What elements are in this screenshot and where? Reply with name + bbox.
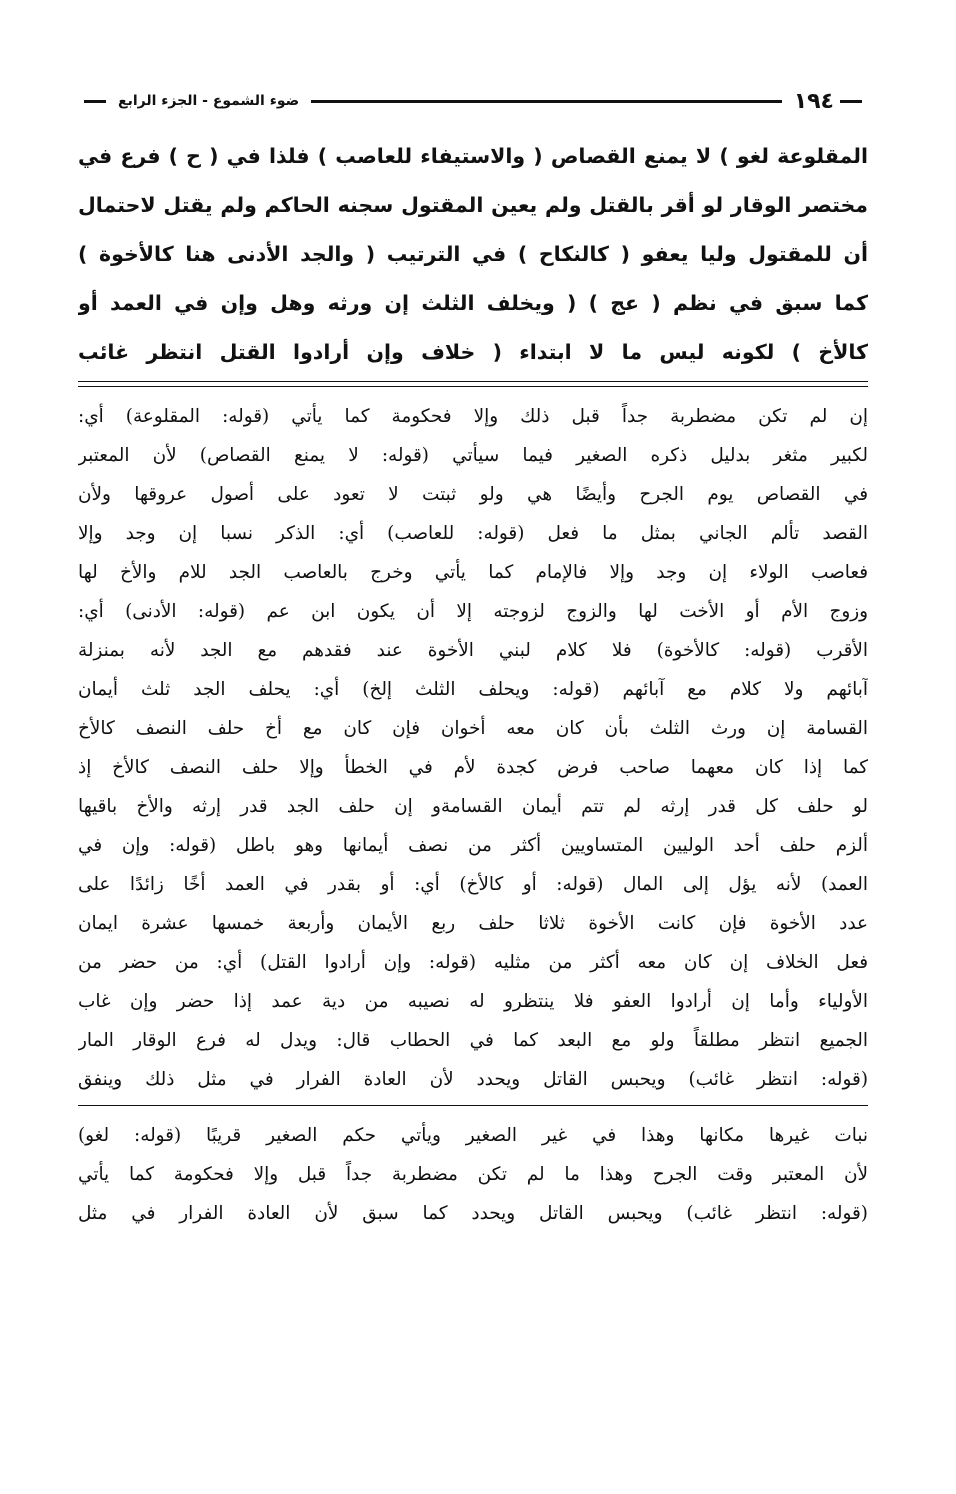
commentary-line: لكبير مثغر بدليل ذكره الصغير فيما سيأتي (قوله: لا يمنع القصاص) لأن المعتبر <box>78 445 868 466</box>
main-line: كالأخ ) لكونه ليس ما لا ابتداء ( خلاف وإن أرادوا القتل انتظر غائب <box>78 340 868 364</box>
footnote-text <box>78 1116 868 1233</box>
commentary-line: عدد الأخوة فإن كانت الأخوة ثلاثا حلف ربع الأيمان وأربعة خمسها عشرة ايمان <box>78 913 868 934</box>
commentary-line: الأقرب (قوله: كالأخوة) فلا كلام لبني الأخوة عند فقدهم مع الجد لأنه بمنزلة <box>78 640 868 661</box>
commentary-line: فعل الخلاف إن كان معه أكثر من مثليه (قوله: وإن أرادوا القتل) أي: من حضر من <box>78 952 868 973</box>
main-line: كما سبق في نظم ( عج ) ( ويخلف الثلث إن ورثه وهل وإن في العمد أو <box>78 291 868 315</box>
commentary-text <box>78 397 868 1099</box>
commentary-line: لو حلف كل قدر إرثه لم تتم أيمان القسامةو إن حلف الجد قدر إرثه والأخ باقيها <box>78 796 868 817</box>
page-number: ١٩٤ <box>793 88 834 114</box>
running-title: ضوء الشموع - الجزء الرابع <box>118 93 300 109</box>
main-text <box>78 132 868 377</box>
footnote-line: نبات غيرها مكانها وهذا في غير الصغير ويأتي حكم الصغير قريبًا (قوله: لغو) <box>78 1125 868 1146</box>
commentary-line: ألزم حلف أحد الوليين المتساويين أكثر من نصف أيمانها وهو باطل (قوله: وإن في <box>78 835 868 856</box>
commentary-line: (قوله: انتظر غائب) ويحبس القاتل ويحدد لأن العادة الفرار في مثل ذلك وينفق <box>78 1069 868 1090</box>
header-dash <box>840 100 862 103</box>
main-line: مختصر الوقار لو أقر بالقتل ولم يعين المقتول سجنه الحاكم ولم يقتل لاحتمال <box>78 193 868 217</box>
footnote-line: لأن المعتبر وقت الجرح وهذا ما لم تكن مضطربة جداً قبل وإلا فحكومة كما يأتي <box>78 1164 868 1185</box>
footnote-separator <box>78 1105 868 1106</box>
main-line: أن للمقتول وليا يعفو ( كالنكاح ) في الترتيب ( والجد الأدنى هنا كالأخوة ) <box>78 242 868 266</box>
commentary-line: في القصاص يوم الجرح وأيضًا هي ولو ثبتت لا تعود على أصول عروقها ولأن <box>78 484 868 505</box>
footnote-line: (قوله: انتظر غائب) ويحبس القاتل ويحدد كما سبق لأن العادة الفرار في مثل <box>78 1203 868 1224</box>
commentary-line: آبائهم ولا كلام مع آبائهم (قوله: ويحلف الثلث إلخ) أي: يحلف الجد ثلث أيمان <box>78 679 868 700</box>
commentary-line: فعاصب الولاء إن وجد وإلا فالإمام كما يأتي وخرج بالعاصب الجد للام والأخ لها <box>78 562 868 583</box>
commentary-line: الجميع انتظر مطلقاً ولو مع البعد كما في الحطاب قال: ويدل له فرع الوقار المار <box>78 1030 868 1051</box>
commentary-line: العمد) لأنه يؤل إلى المال (قوله: أو كالأخ) أي: أو بقدر في العمد أخًا زائدًا على <box>78 874 868 895</box>
double-separator <box>78 381 868 387</box>
header-rule <box>311 100 782 103</box>
main-line: المقلوعة لغو ) لا يمنع القصاص ( والاستيفاء للعاصب ) فلذا في ( ح ) فرع في <box>78 144 868 168</box>
commentary-line: الأولياء وأما إن أرادوا العفو فلا ينتظرو له نصيبه من دية عمد إذا حضر وإن غاب <box>78 991 868 1012</box>
commentary-line: القسامة إن ورث الثلث بأن كان معه أخوان فإن كان مع أخ حلف النصف كالأخ <box>78 718 868 739</box>
commentary-line: إن لم تكن مضطربة جداً قبل ذلك وإلا فحكومة كما يأتي (قوله: المقلوعة) أي: <box>78 406 868 427</box>
commentary-line: وزوج الأم أو الأخت لها والزوج لزوجته إلا أن يكون ابن عم (قوله: الأدنى) أي: <box>78 601 868 622</box>
commentary-line: كما إذا كان معهما صاحب فرض كجدة لأم في الخطأ وإلا حلف النصف كالأخ إذ <box>78 757 868 778</box>
page <box>78 84 868 1233</box>
commentary-line: القصد تألم الجاني بمثل ما فعل (قوله: للعاصب) أي: الذكر نسبا إن وجد وإلا <box>78 523 868 544</box>
header-dash-end <box>84 100 106 103</box>
running-header <box>78 84 868 118</box>
